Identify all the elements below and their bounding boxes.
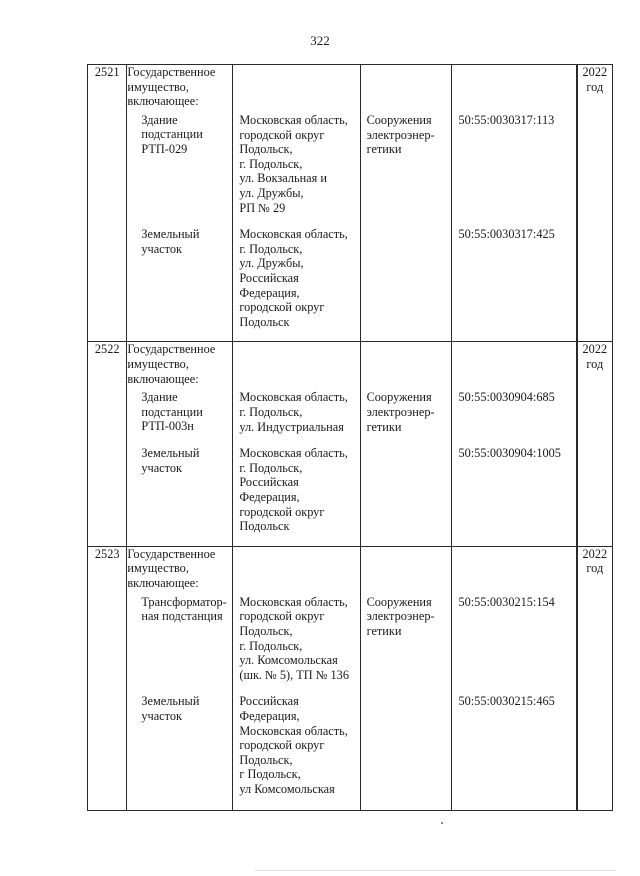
item-purpose <box>361 113 452 227</box>
item-address-line: Московская область, <box>239 227 348 242</box>
item-address-line: Федерация, <box>239 708 300 723</box>
address-cell <box>233 546 360 810</box>
year-cell <box>577 65 612 342</box>
item-address-line: Российская <box>239 475 299 490</box>
item-purpose <box>361 446 452 546</box>
property-header-line: имущество, <box>127 79 189 94</box>
cadastral-cell <box>452 65 576 342</box>
address-cell <box>233 342 360 546</box>
item-name-line: участок <box>141 460 182 475</box>
item-address <box>233 446 359 546</box>
cadastral-cell <box>452 342 576 546</box>
item-purpose-line: гетики <box>366 419 402 434</box>
year-line: год <box>586 561 604 576</box>
cadastral-number: 50:55:0030904:685 <box>458 390 555 405</box>
item-purpose <box>361 227 452 341</box>
item-address-line: Российская <box>239 270 299 285</box>
item-address-line: Подольск, <box>239 142 293 157</box>
cadastral-number: 50:55:0030317:425 <box>458 227 555 242</box>
table-row <box>88 546 613 810</box>
item-address-line: ул. Дружбы, <box>239 185 304 200</box>
year-cell <box>577 342 612 546</box>
item-purpose <box>361 390 452 446</box>
item-purpose <box>361 694 452 808</box>
item-purpose-line: гетики <box>366 623 402 638</box>
item-address-line: городской округ <box>239 504 325 519</box>
year-cell <box>577 546 612 810</box>
item-name-line: участок <box>141 708 182 723</box>
page-number: 322 <box>310 33 330 48</box>
address-cell <box>233 65 360 342</box>
item-purpose-line: Сооружения <box>366 113 432 127</box>
item-address-line: Подольск, <box>239 623 293 638</box>
item-name-line: Земельный <box>141 694 200 709</box>
item-cadastral-number <box>452 446 575 546</box>
item-address-line: г. Подольск, <box>239 156 303 171</box>
item-address-line: Московская область, <box>239 113 348 127</box>
cadastral-cell <box>452 546 576 810</box>
entry-number: 2521 <box>88 65 127 342</box>
item-purpose-line: электроэнер- <box>366 127 435 142</box>
entry-number: 2522 <box>88 342 127 546</box>
item-address-line: городской округ <box>239 609 325 624</box>
item-address-line: ул Комсомольская <box>239 781 335 796</box>
scan-edge-line <box>255 870 615 871</box>
item-name-line: РТП-003н <box>141 419 194 434</box>
cadastral-number: 50:55:0030215:154 <box>458 594 555 609</box>
item-cadastral-number <box>452 694 575 808</box>
item-address-line: г Подольск, <box>239 767 301 782</box>
item-address-line: ул. Индустриальная <box>239 419 344 434</box>
item-address-line: Московская область, <box>239 390 348 405</box>
item-name-line: Земельный <box>141 226 200 241</box>
property-header-line: имущество, <box>127 561 189 576</box>
cadastral-number: 50:55:0030317:113 <box>458 113 555 127</box>
item-address <box>233 227 359 341</box>
purpose-cell <box>360 546 452 810</box>
item-name-line: Трансформатор- <box>141 594 227 609</box>
property-header-line: Государственное <box>127 342 216 357</box>
item-address-line: Федерация, <box>239 285 300 300</box>
item-address-line: ул. Комсомольская <box>239 653 338 668</box>
item-address-line: Российская <box>239 694 299 709</box>
cadastral-number: 50:55:0030215:465 <box>458 694 555 709</box>
item-name-line: РТП-029 <box>141 141 188 156</box>
item-address <box>233 113 359 227</box>
item-name-line: Здание <box>141 390 178 405</box>
item-address-line: городской округ <box>239 300 325 315</box>
purpose-cell <box>360 65 452 342</box>
item-cadastral-number <box>452 113 575 227</box>
table-body <box>88 65 613 811</box>
item-purpose <box>361 595 452 695</box>
item-address-line: (шк. № 5), ТП № 136 <box>239 667 349 682</box>
scan-speck <box>441 822 443 824</box>
purpose-cell <box>360 342 452 546</box>
property-name-cell <box>127 546 233 810</box>
item-address-line: Московская область, <box>239 446 348 461</box>
item-name-line: ная подстанция <box>141 609 223 624</box>
item-address-line: РП № 29 <box>239 200 286 215</box>
item-purpose-line: электроэнер- <box>366 609 435 624</box>
item-address-line: Подольск, <box>239 752 293 767</box>
item-address-line: г. Подольск, <box>239 460 303 475</box>
item-address <box>233 390 359 446</box>
item-address-line: городской округ <box>239 738 325 753</box>
item-name <box>127 390 232 446</box>
cadastral-number: 50:55:0030904:1005 <box>458 446 561 461</box>
item-purpose-line: гетики <box>366 142 402 157</box>
item-address <box>233 595 359 695</box>
item-name-line: Земельный <box>141 445 200 460</box>
property-header-line: имущество, <box>127 356 189 371</box>
property-header-line: включающее: <box>127 371 199 386</box>
item-cadastral-number <box>452 390 575 446</box>
item-address-line: г. Подольск, <box>239 638 303 653</box>
item-name-line: подстанции <box>141 127 203 142</box>
item-name-line: подстанции <box>141 404 203 419</box>
item-name-line: Здание <box>141 112 178 127</box>
item-address-line: Московская область, <box>239 723 348 738</box>
item-cadastral-number <box>452 595 575 695</box>
property-header-line: Государственное <box>127 546 216 561</box>
table-row <box>88 342 613 546</box>
item-name <box>127 694 232 808</box>
item-name <box>127 113 232 227</box>
item-purpose-line: электроэнер- <box>366 404 435 419</box>
property-register-table <box>87 64 613 811</box>
table-row <box>88 65 613 342</box>
property-header-line: Государственное <box>127 65 216 79</box>
item-address-line: городской округ <box>239 127 325 142</box>
item-address-line: ул. Вокзальная и <box>239 171 327 186</box>
item-name <box>127 227 232 341</box>
year-line: год <box>586 79 604 94</box>
item-name <box>127 595 232 695</box>
item-name <box>127 446 232 546</box>
property-header-line: включающее: <box>127 94 199 109</box>
year-line: 2022 <box>582 65 608 79</box>
item-address-line: Подольск <box>239 314 290 329</box>
item-purpose-line: Сооружения <box>366 594 432 609</box>
item-address-line: г. Подольск, <box>239 404 303 419</box>
item-address-line: Подольск <box>239 519 290 534</box>
item-address-line: г. Подольск, <box>239 241 303 256</box>
property-header-line: включающее: <box>127 575 199 590</box>
year-line: 2022 <box>582 546 608 561</box>
property-name-cell <box>127 65 233 342</box>
item-address-line: Федерация, <box>239 489 300 504</box>
item-address-line: ул. Дружбы, <box>239 256 304 271</box>
item-address <box>233 694 359 808</box>
item-cadastral-number <box>452 227 575 341</box>
entry-number: 2523 <box>88 546 127 810</box>
property-name-cell <box>127 342 233 546</box>
year-line: год <box>586 356 604 371</box>
item-address-line: Московская область, <box>239 594 348 609</box>
item-purpose-line: Сооружения <box>366 390 432 405</box>
year-line: 2022 <box>582 342 608 357</box>
item-name-line: участок <box>141 241 182 256</box>
